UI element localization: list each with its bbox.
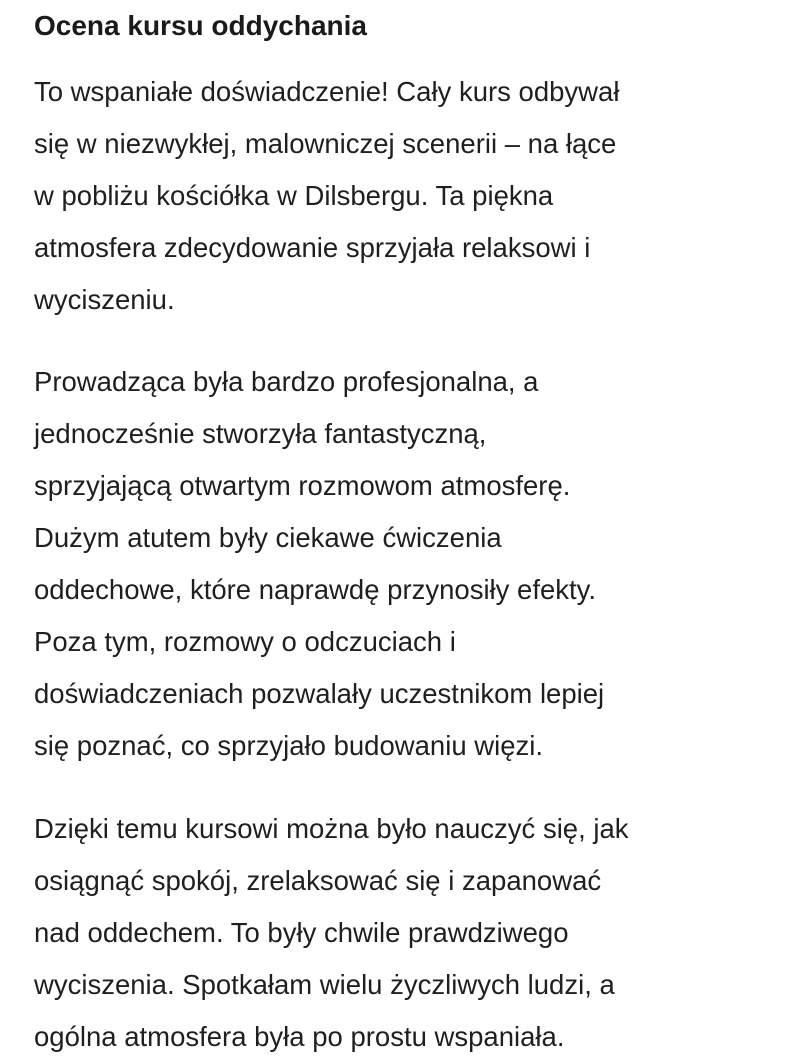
paragraph-line: nad oddechem. To były chwile prawdziwego xyxy=(34,917,569,948)
review-paragraph-1 xyxy=(34,66,774,326)
paragraph-line: sprzyjającą otwartym rozmowom atmosferę. xyxy=(34,470,571,501)
paragraph-line: Prowadząca była bardzo profesjonalna, a xyxy=(34,366,539,397)
paragraph-line: Poza tym, rozmowy o odczuciach i xyxy=(34,626,456,657)
paragraph-line: wyciszeniu. xyxy=(34,284,175,315)
paragraph-line: ogólna atmosfera była po prostu wspaniała. xyxy=(34,1021,565,1052)
paragraph-line: Dzięki temu kursowi można było nauczyć się, jak xyxy=(34,813,629,844)
paragraph-line: osiągnąć spokój, zrelaksować się i zapanować xyxy=(34,865,602,896)
paragraph-line: Dużym atutem były ciekawe ćwiczenia xyxy=(34,522,502,553)
paragraph-line: się poznać, co sprzyjało budowaniu więzi. xyxy=(34,730,544,761)
paragraph-line: wyciszenia. Spotkałam wielu życzliwych ludzi, a xyxy=(34,969,615,1000)
paragraph-line: się w niezwykłej, malowniczej scenerii – na łące xyxy=(34,128,617,159)
paragraph-line: w pobliżu kościółka w Dilsbergu. Ta piękna xyxy=(34,180,554,211)
review-paragraph-3 xyxy=(34,803,774,1063)
review-paragraph-2 xyxy=(34,356,774,772)
review-content xyxy=(34,0,774,1063)
paragraph-line: atmosfera zdecydowanie sprzyjała relaksowi i xyxy=(34,232,591,263)
paragraph-line: jednocześnie stworzyła fantastyczną, xyxy=(34,418,487,449)
review-title: Ocena kursu oddychania xyxy=(34,10,367,41)
paragraph-line: doświadczeniach pozwalały uczestnikom lepiej xyxy=(34,678,605,709)
paragraph-line: To wspaniałe doświadczenie! Cały kurs odbywał xyxy=(34,76,620,107)
paragraph-line: oddechowe, które naprawdę przynosiły efekty. xyxy=(34,574,597,605)
